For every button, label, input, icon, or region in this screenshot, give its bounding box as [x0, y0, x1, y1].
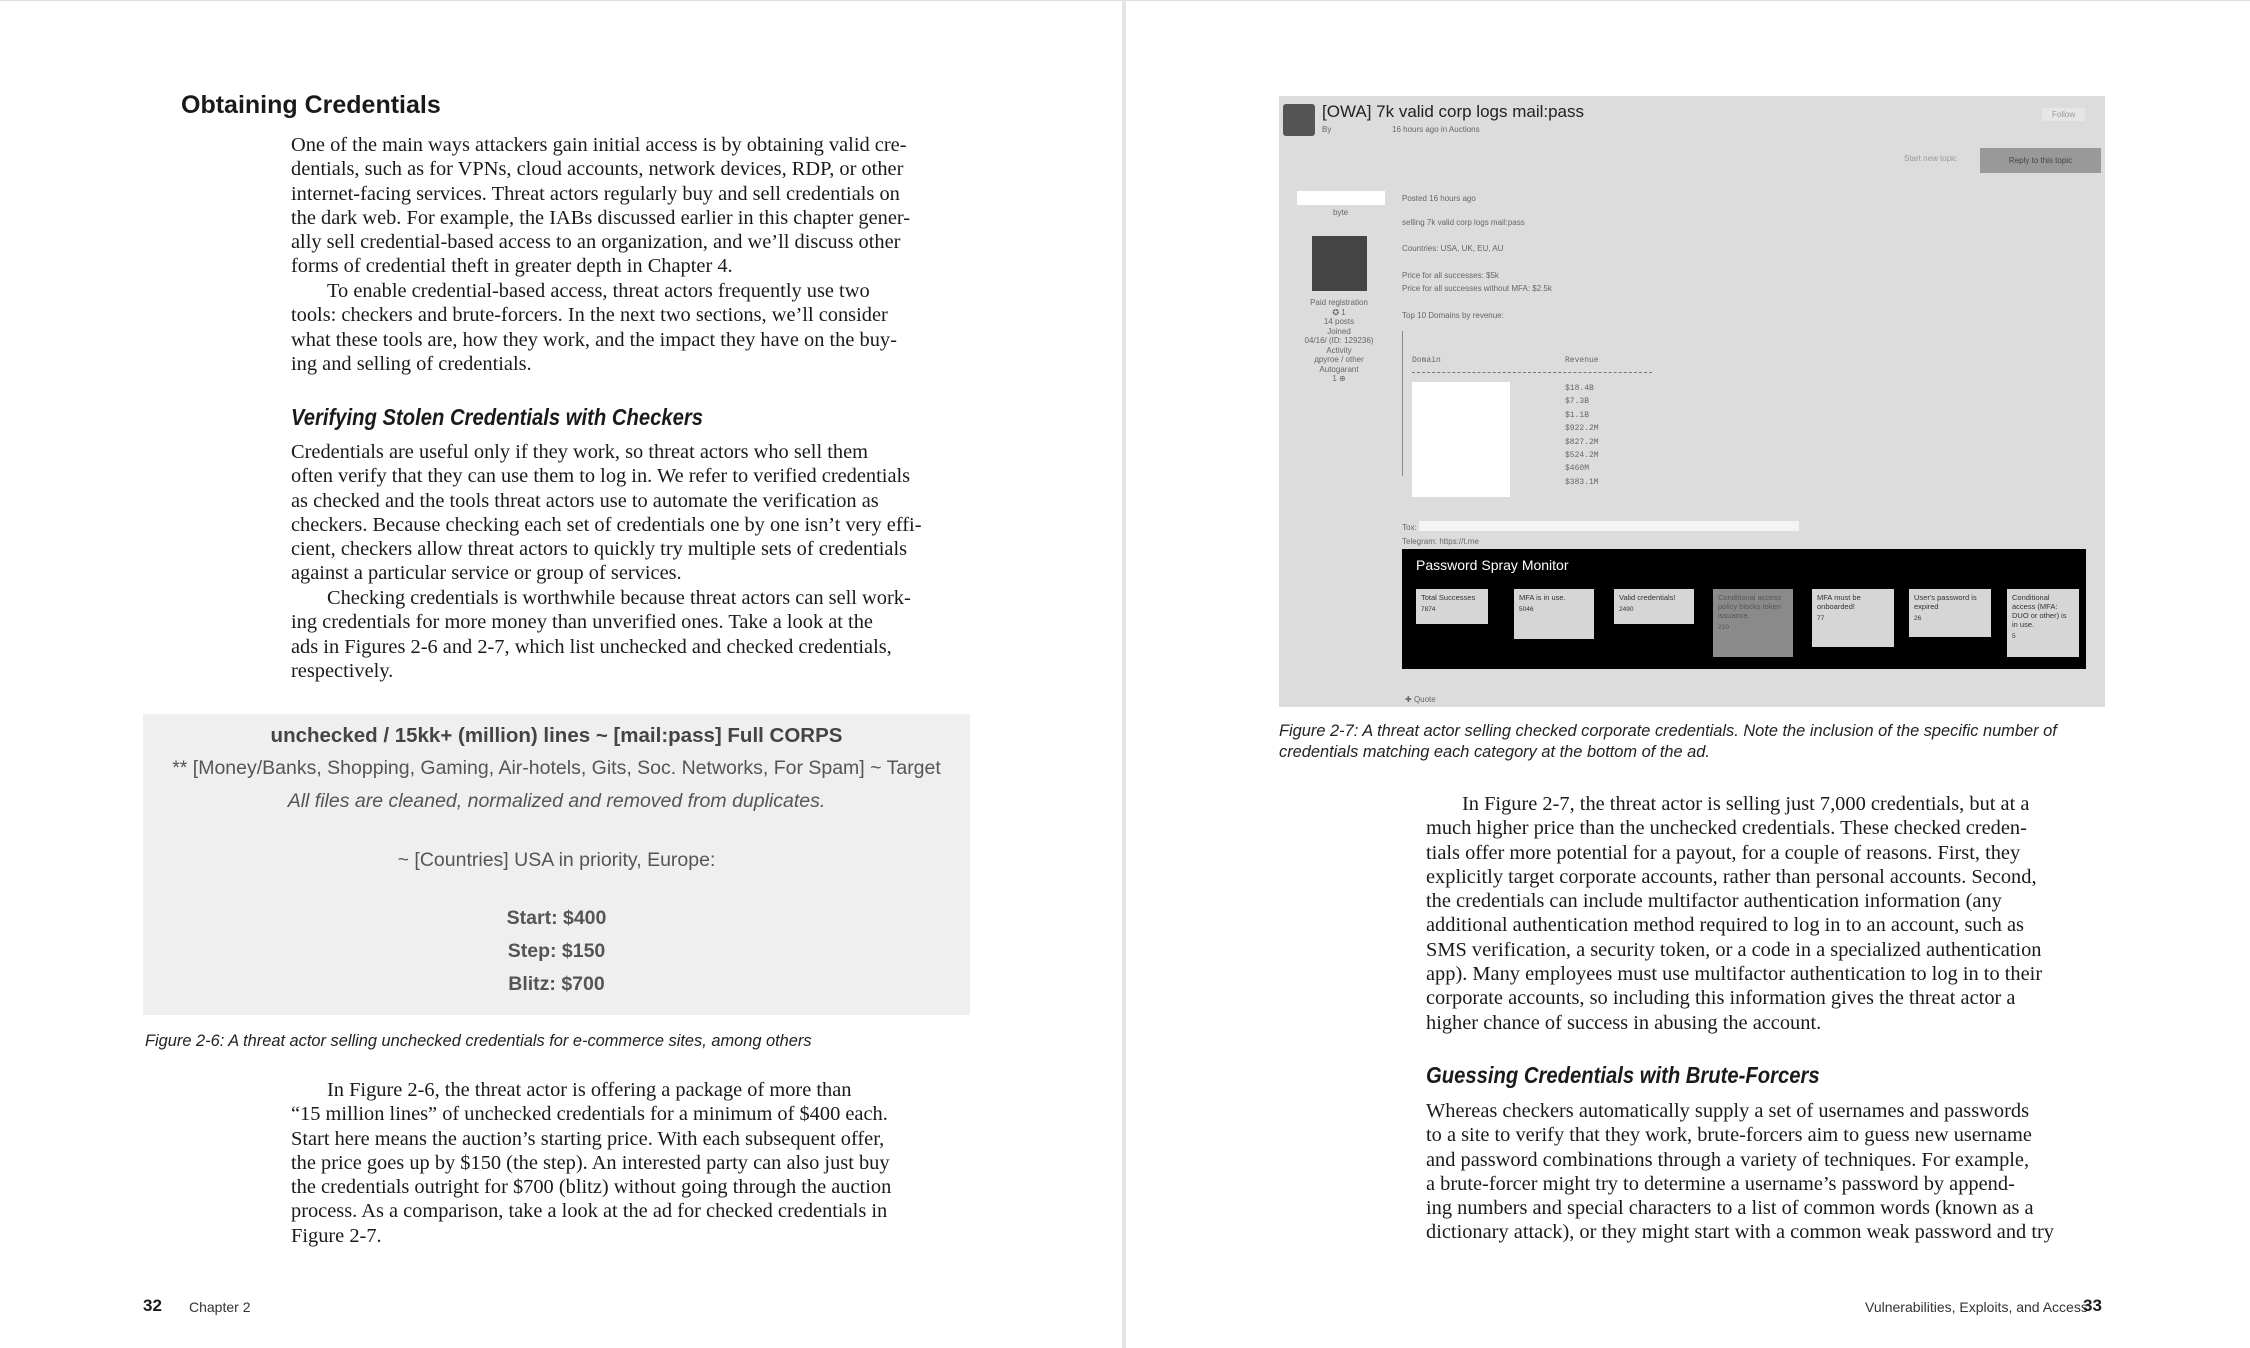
checkers-paragraph-1: Credentials are useful only if they work, so threat actors who sell them often verify that they can use them to log in. We refer to verified credentials as checked and the tools threat actors use to automate the verification as checkers. Because checking each set of credentials one by one isn’t very effi- cient, checkers allow threat actors to quickly try multiple sets of credentials against a particular service or group of services.	[291, 441, 922, 585]
page-number: 33	[2083, 1296, 2102, 1315]
section-title: Obtaining Credentials	[181, 91, 441, 119]
table-header-revenue: Revenue	[1565, 356, 1599, 365]
tox-redacted	[1419, 521, 1799, 531]
username-redacted	[1297, 191, 1385, 205]
table-header-domain: Domain	[1412, 356, 1441, 365]
page-number: 32	[143, 1296, 162, 1315]
username: byte	[1333, 208, 1349, 217]
figure6-countries: ~ [Countries] USA in priority, Europe:	[397, 849, 716, 871]
follow-button[interactable]: Follow	[2042, 108, 2085, 121]
intro-paragraph-2: To enable credential-based access, threat actors frequently use two tools: checkers and brute-forcers. In the next two sections, we’ll consider what these tools are, how they work, and the impact they have on the buy- ing and selling of credentials.	[291, 280, 897, 375]
right-page	[1126, 0, 2250, 1348]
figure6-note: All files are cleaned, normalized and removed from duplicates.	[287, 790, 826, 812]
table-divider	[1412, 372, 1652, 373]
running-footer: Chapter 2	[189, 1299, 251, 1315]
intro-paragraph-1: One of the main ways attackers gain initial access is by obtaining valid cre- dentials, such as for VPNs, cloud accounts, network devices, RDP, or other internet-facing services. Threat actors regularly buy and sell credentials on the dark web. For example, the IABs discussed earlier in this chapter gener- ally sell credential-based access to an organization, and we’ll discuss other forms of credential theft in greater depth in Chapter 4.	[291, 134, 911, 278]
start-new-topic-button[interactable]: Start new topic	[1904, 154, 1957, 163]
figure6-title: unchecked / 15kk+ (million) lines ~ [mail:pass] Full CORPS	[270, 724, 843, 747]
figure6-step-price: Step: $150	[507, 940, 606, 962]
quote-button[interactable]: ✚ Quote	[1405, 695, 1436, 704]
post-line-2: Countries: USA, UK, EU, AU	[1402, 244, 1504, 253]
figure6-start-price: Start: $400	[506, 907, 607, 929]
reply-button[interactable]: Reply to this topic	[1980, 148, 2101, 173]
post-line-1: selling 7k valid corp logs mail:pass	[1402, 218, 1525, 227]
card-valid-credentials: Valid credentials! 2490	[1614, 589, 1694, 624]
tox-label: Tox:	[1402, 523, 1417, 532]
card-conditional-access-duo: Conditional access (MFA: DUO or other) is in use. 5	[2007, 589, 2079, 657]
running-footer: Vulnerabilities, Exploits, and Access	[1865, 1299, 2088, 1315]
card-mfa-in-use: MFA is in use. 5046	[1514, 589, 1594, 639]
card-mfa-onboarded: MFA must be onboarded! 77	[1812, 589, 1894, 647]
telegram-label: Telegram: https://t.me	[1402, 537, 1479, 546]
revenue-list: $18.4B $7.3B $1.1B $922.2M $827.2M $524.2M $460M $383.1M	[1565, 384, 1599, 487]
figure6-targets: ** [Money/Banks, Shopping, Gaming, Air-hotels, Gits, Soc. Networks, For Spam] ~ Target	[172, 757, 941, 779]
monitor-title: Password Spray Monitor	[1416, 557, 1569, 573]
password-spray-monitor	[1402, 549, 2086, 669]
left-page	[0, 0, 1122, 1348]
card-total-successes: Total Successes 7874	[1416, 589, 1488, 624]
figure6-blitz-price: Blitz: $700	[508, 973, 605, 995]
subsection-title-checkers: Verifying Stolen Credentials with Checkers	[291, 404, 704, 430]
user-stats: Paid registration ✪ 1 14 posts Joined 04/16/ (ID: 129236) Activity другое / other Autogarant 1 ⊕	[1304, 298, 1374, 383]
subsection-title-brute-forcers: Guessing Credentials with Brute-Forcers	[1426, 1062, 1820, 1088]
checkers-paragraph-2: Checking credentials is worthwhile because threat actors can sell work- ing credentials for more money than unverified ones. Take a look at the ads in Figures 2-6 and 2-7, which list unchecked and checked credentials, respectively.	[291, 587, 911, 682]
figure-2-7-screenshot	[1279, 96, 2105, 707]
figure7-caption: Figure 2-7: A threat actor selling checked corporate credentials. Note the inclusion of the specific number of credentials matching each category at the bottom of the ad.	[1279, 722, 2057, 761]
post-meta: 16 hours ago in Auctions	[1392, 125, 1480, 134]
post-by: By	[1322, 125, 1332, 134]
figure7-paragraph: In Figure 2-7, the threat actor is selling just 7,000 credentials, but at a much higher price than the unchecked credentials. These checked creden- tials offer more potential for a payout, for a couple of reasons. First, they explicitly target corporate accounts, rather than personal accounts. Second, the credentials can include multifactor authentication information (any additional authentication method required to log in to an account, such as SMS verification, a security token, or a code in a specialized authentication app). Many employees must use multifactor authentication to log in to their corporate accounts, so including this information gives the threat actor a higher chance of success in abusing the account.	[1426, 793, 2043, 1034]
post-line-5: Top 10 Domains by revenue:	[1402, 311, 1504, 320]
figure-2-6	[143, 714, 970, 1015]
user-avatar	[1312, 236, 1367, 291]
avatar	[1283, 104, 1315, 136]
figure6-caption: Figure 2-6: A threat actor selling unchecked credentials for e-commerce sites, among others	[145, 1032, 812, 1050]
card-conditional-access-blocks: Conditional access policy blocks token issuance. 210	[1713, 589, 1793, 657]
code-block-border	[1402, 331, 1403, 476]
post-title: [OWA] 7k valid corp logs mail:pass	[1322, 102, 1585, 121]
brute-forcers-paragraph: Whereas checkers automatically supply a set of usernames and passwords to a site to verify that they work, brute-forcers aim to guess new username and password combinations through a variety of techniques. For example, a brute-forcer might try to determine a username’s password by append- ing numbers and special characters to a list of common words (known as a dictionary attack), or they might start with a common weak password and try	[1426, 1100, 2054, 1244]
after-figure-paragraph: In Figure 2-6, the threat actor is offering a package of more than “15 million lines” of unchecked credentials for a minimum of $400 each. Start here means the auction’s starting price. With each subsequent offer, the price goes up by $150 (the step). An interested party can also just buy the credentials outright for $700 (blitz) without going through the auction process. As a comparison, take a look at the ad for checked credentials in Figure 2-7.	[291, 1079, 892, 1247]
domains-redacted	[1412, 382, 1510, 497]
posted-time: Posted 16 hours ago	[1402, 194, 1476, 203]
card-password-expired: User's password is expired 26	[1909, 589, 1991, 637]
post-line-3: Price for all successes: $5k	[1402, 271, 1499, 280]
post-line-4: Price for all successes without MFA: $2.5k	[1402, 284, 1552, 293]
